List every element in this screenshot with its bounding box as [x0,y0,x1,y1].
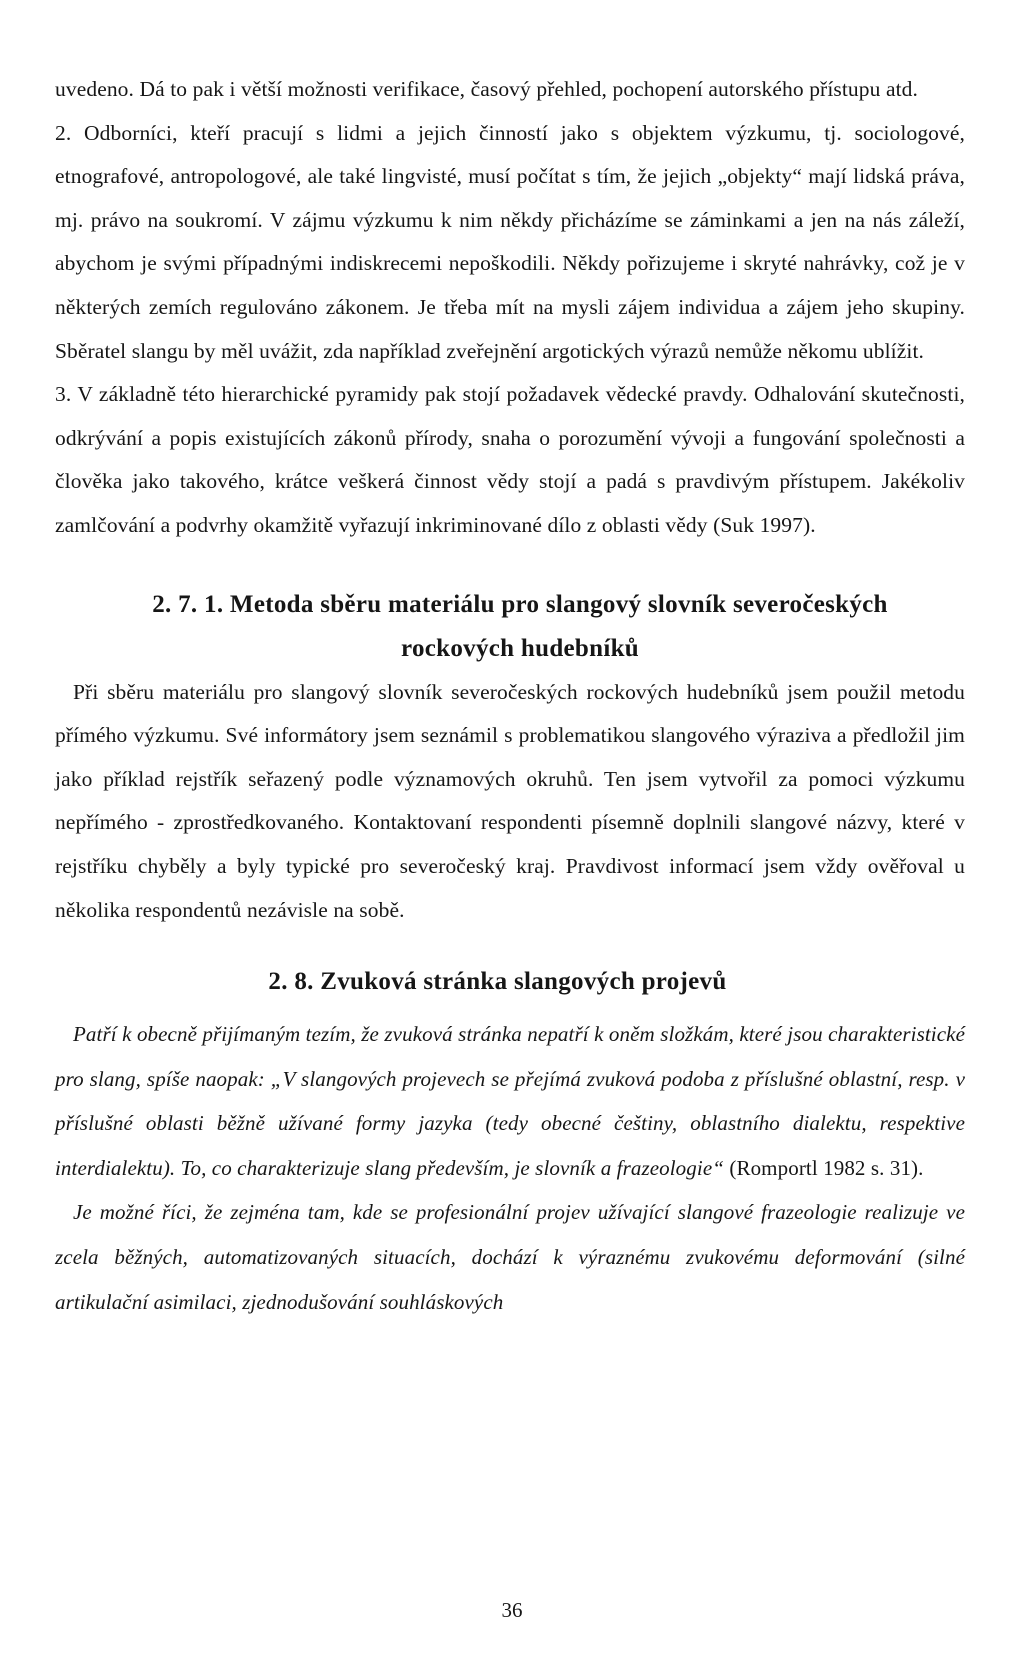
paragraph-point-3: 3. V základně této hierarchické pyramidy pak stojí požadavek vědecké pravdy. Odhalování skutečnosti, odkrývání a popis existujících zákonů přírody, snaha o porozumění vývoji a fungování společnosti a člověka jako takového, krátce veškerá činnost vědy stojí a padá s pravdivým přístupem. Jakékoliv zamlčování a podvrhy okamžitě vyřazují inkriminované dílo z oblasti vědy (Suk 1997). [55,382,965,537]
section-heading-2-7-1 [55,583,965,671]
quote-citation: (Romportl 1982 s. 31). [724,1155,924,1180]
paragraph-point-2: 2. Odborníci, kteří pracují s lidmi a jejich činností jako s objektem výzkumu, tj. sociologové, etnografové, antropologové, ale také lingvisté, musí počítat s tím, že jejich „objekty“ mají lidská práva, mj. právo na soukromí. V zájmu výzkumu k nim někdy přicházíme se záminkami a jen na nás záleží, abychom je svými případnými indiskrecemi nepoškodili. Někdy pořizujeme i skryté nahrávky, což je v některých zemích regulováno zákonem. Je třeba mít na mysli zájem individua a zájem jeho skupiny. Sběratel slangu by měl uvážit, zda například zveřejnění argotických výrazů nemůže někomu ublížit. [55,120,965,363]
document-page [55,68,965,1324]
section-heading-2-7-1-line-2: rockových hudebníků [401,634,639,662]
section-heading-2-7-1-line-1: 2. 7. 1. Metoda sběru materiálu pro slangový slovník severočeských [152,590,888,618]
page-number: 36 [501,1598,523,1622]
section-heading-2-8: 2. 8. Zvuková stránka slangových projevů [268,968,727,996]
paragraph-intro: uvedeno. Dá to pak i větší možnosti verifikace, časový přehled, pochopení autorského přístupu atd. [55,77,918,101]
quote-text: Patří k obecně přijímaným tezím, že zvuková stránka nepatří k oněm složkám, které jsou charakteristické pro slang, spíše naopak: „V slangových projevech se přejímá zvuková podoba z příslušné oblastní, resp. v příslušné oblasti běžně užívané formy jazyka (tedy obecné češtiny, oblastního dialektu, respektive interdialektu). To, co charakterizuje slang především, je slovník a frazeologie“ [55,1022,965,1180]
paragraph-quote [55,1012,965,1190]
paragraph-method: Při sběru materiálu pro slangový slovník severočeských rockových hudebníků jsem použil metodu přímého výzkumu. Své informátory jsem seznámil s problematikou slangového výraziva a předložil jim jako příklad rejstřík seřazený podle významových okruhů. Ten jsem vytvořil za pomoci výzkumu nepřímého - zprostředkovaného. Kontaktovaní respondenti písemně doplnili slangové názvy, které v rejstříku chyběly a byly typické pro severočeský kraj. Pravdivost informací jsem vždy ověřoval u několika respondentů nezávisle na sobě. [55,679,965,922]
paragraph-last: Je možné říci, že zejména tam, kde se profesionální projev užívající slangové frazeologie realizuje ve zcela běžných, automatizovaných situacích, dochází k výraznému zvukovému deformování (silné artikulační asimilaci, zjednodušování souhláskových [55,1200,965,1314]
